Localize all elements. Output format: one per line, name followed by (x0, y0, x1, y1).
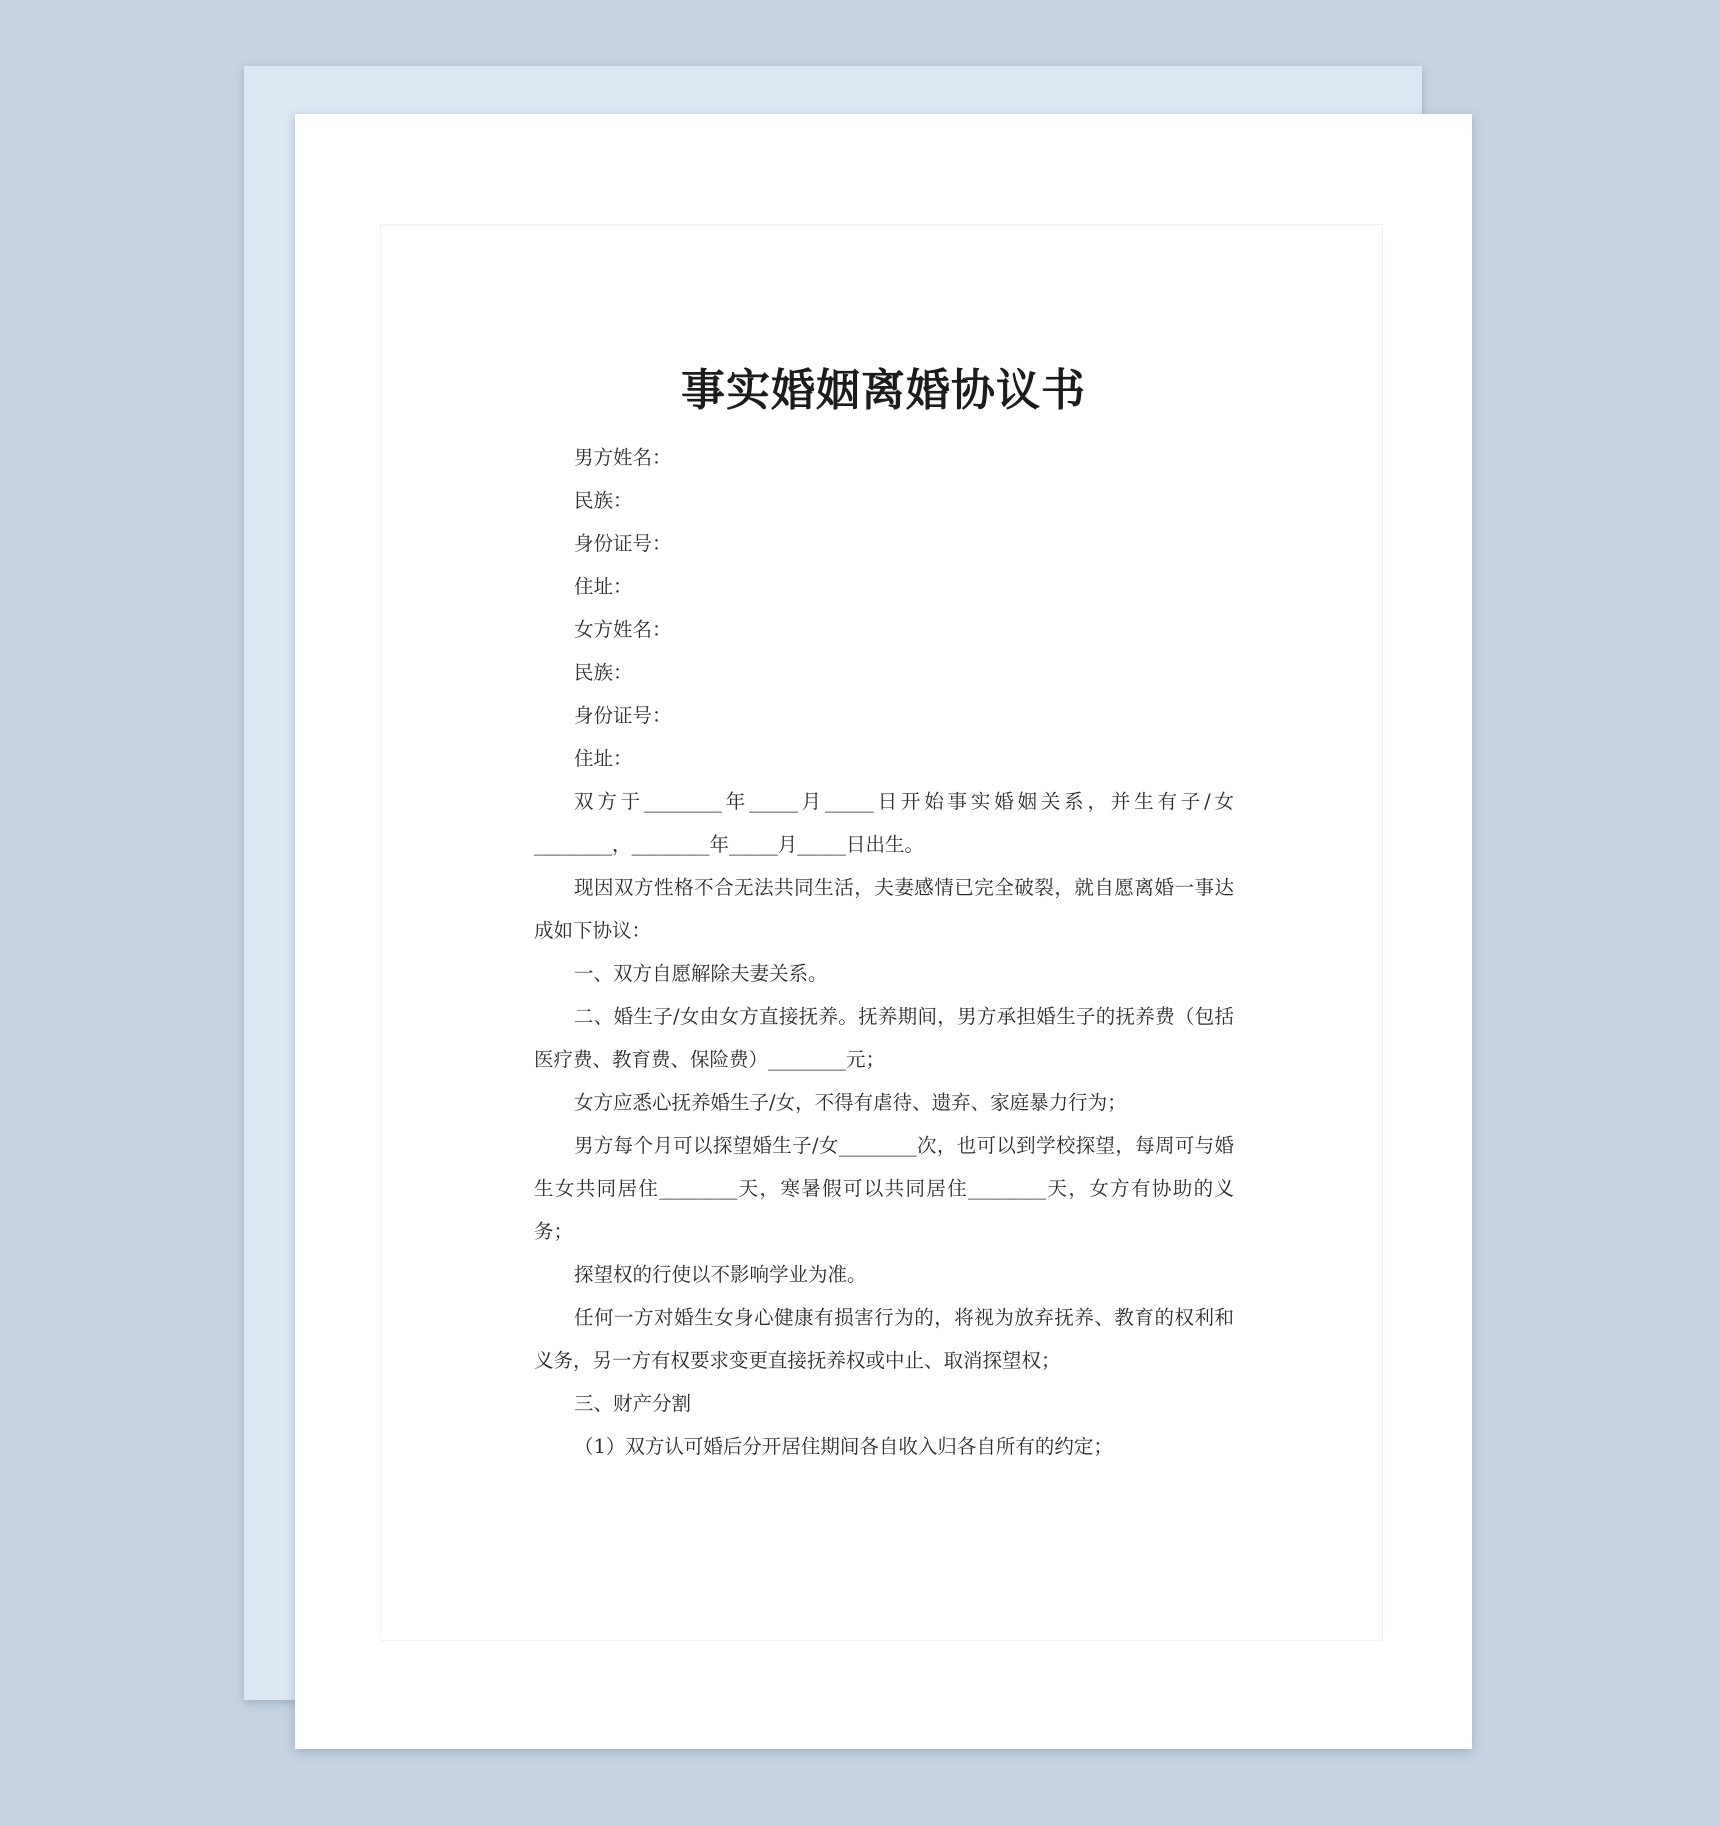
property-item-one: （1）双方认可婚后分开居住期间各自收入归各自所有的约定； (574, 1435, 1113, 1458)
clause-two-child-support: 二、婚生子/女由女方直接抚养。抚养期间，男方承担婚生子的抚养费（包括医疗费、教育费、保险费）________元； (534, 1005, 1234, 1071)
male-ethnicity-line: 民族： (574, 489, 633, 512)
visitation-paragraph: 男方每个月可以探望婚生子/女________次，也可以到学校探望，每周可与婚生女共同居住________天，寒暑假可以共同居住________天，女方有协助的义务； (534, 1134, 1234, 1243)
document-body (534, 436, 1234, 1468)
male-id-number-line: 身份证号： (574, 532, 672, 555)
divorce-reason-paragraph: 现因双方性格不合无法共同生活，夫妻感情已完全破裂，就自愿离婚一事达成如下协议： (534, 876, 1234, 942)
mother-care-paragraph: 女方应悉心抚养婚生子/女，不得有虐待、遗弃、家庭暴力行为； (574, 1091, 1127, 1114)
female-address-line: 住址： (574, 747, 633, 770)
document-title: 事实婚姻离婚协议书 (681, 365, 1086, 416)
clause-one: 一、双方自愿解除夫妻关系。 (574, 962, 828, 985)
female-ethnicity-line: 民族： (574, 661, 633, 684)
visitation-limit-paragraph: 探望权的行使以不影响学业为准。 (574, 1263, 867, 1286)
male-address-line: 住址： (574, 575, 633, 598)
female-name-line: 女方姓名： (574, 618, 672, 641)
harm-clause-paragraph: 任何一方对婚生女身心健康有损害行为的，将视为放弃抚养、教育的权利和义务，另一方有权要求变更直接抚养权或中止、取消探望权； (534, 1306, 1234, 1372)
document-page (295, 114, 1472, 1749)
clause-three-heading: 三、财产分割 (574, 1392, 692, 1415)
male-name-line: 男方姓名： (574, 446, 672, 469)
marriage-date-paragraph: 双方于________年_____月_____日开始事实婚姻关系，并生有子/女________，________年_____月_____日出生。 (534, 790, 1234, 856)
female-id-number-line: 身份证号： (574, 704, 672, 727)
